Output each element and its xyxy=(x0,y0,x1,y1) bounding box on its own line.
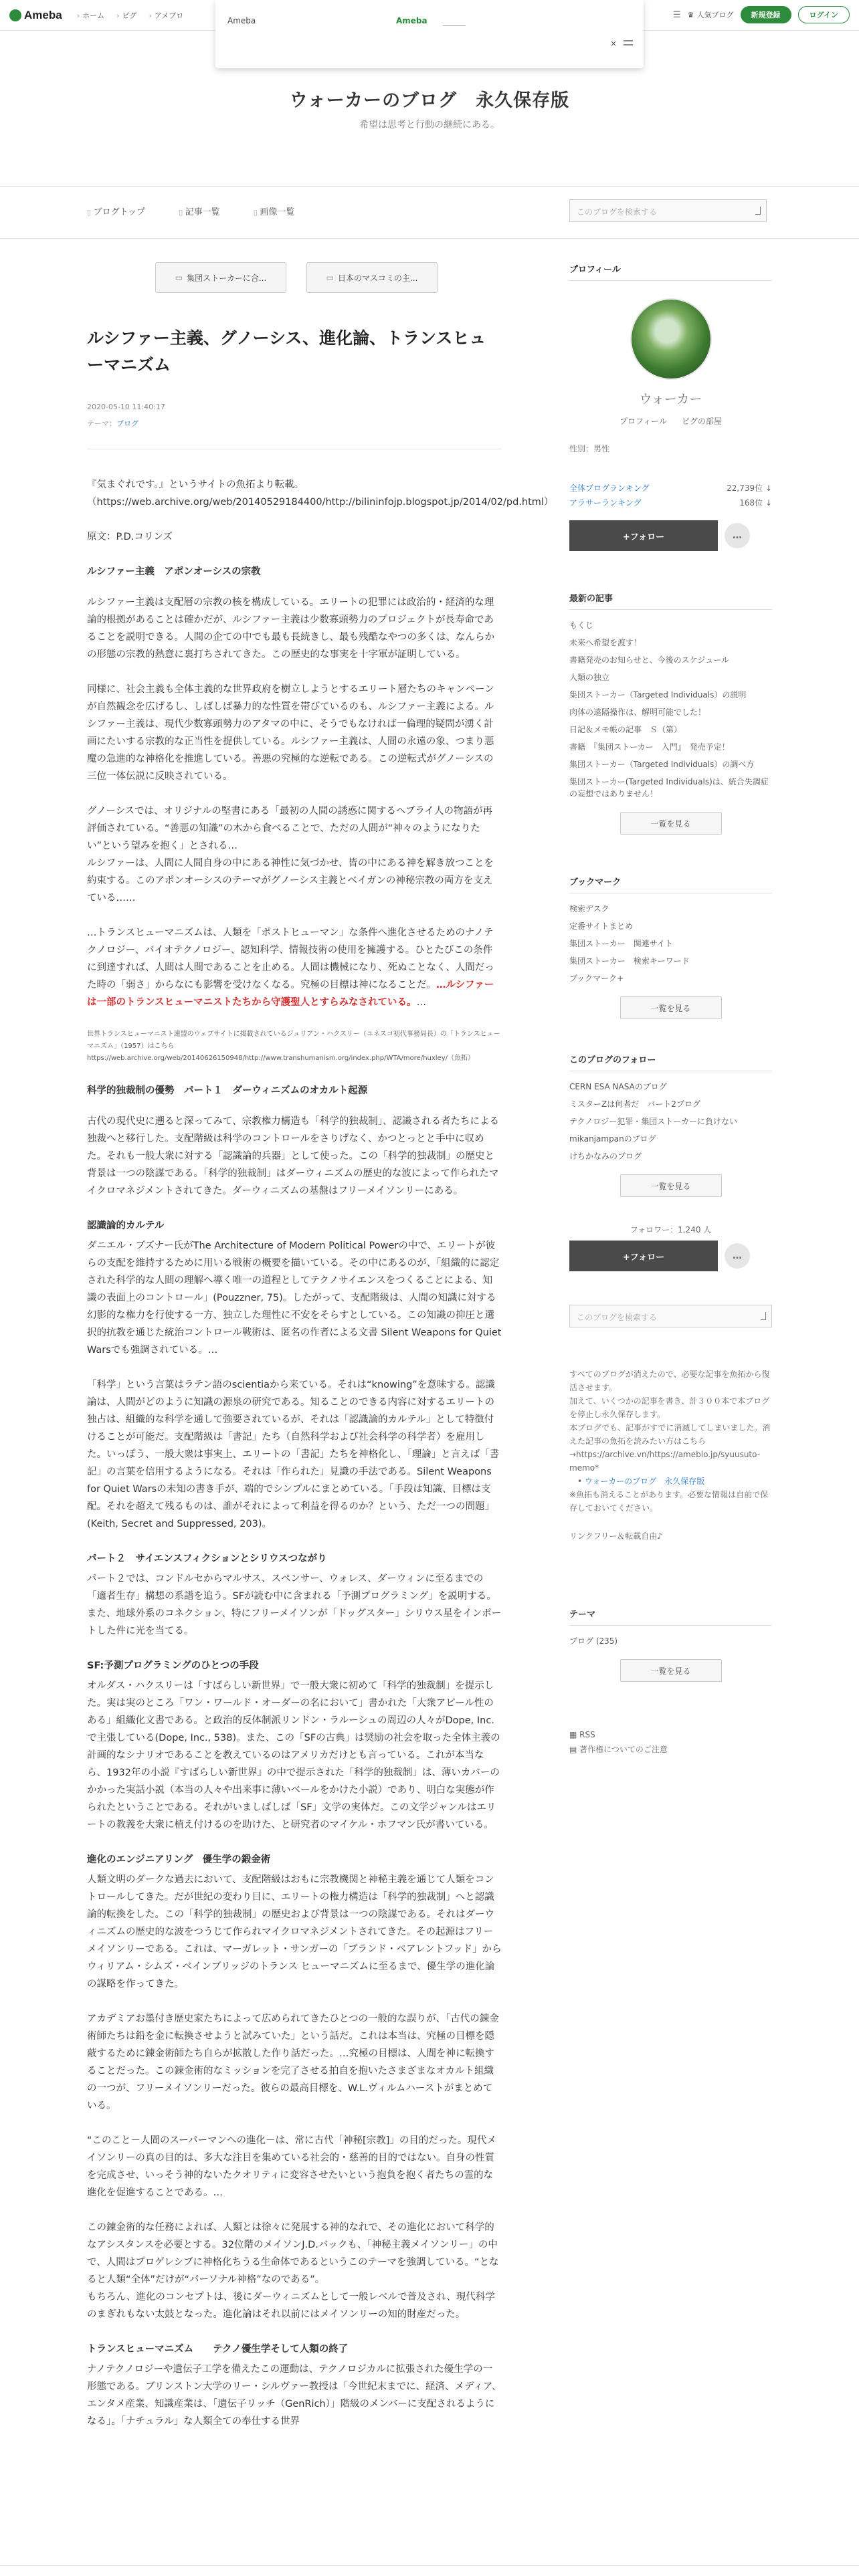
popular-blogs-link[interactable] xyxy=(688,9,734,20)
list-item[interactable]: 書籍発売のお知らせと、今後のスケジュール xyxy=(569,655,729,665)
profile-link[interactable]: プロフィール xyxy=(619,417,667,426)
nav-entry-list[interactable]: ▯ 記事一覧 xyxy=(179,205,220,217)
view-list-button[interactable]: 一覧を見る xyxy=(620,996,722,1019)
profile-links xyxy=(569,415,772,427)
paragraph: 「科学」という言葉はラテン語のscientiaから来ている。それは“knowing”を意味する。認識論は、人間がどのように知識の源泉の研究である。知ることのできる内容に対するエリートの独占は、組織的な科学を通して強要されているが、それは「認識論的カルテル」として特徴付けることが可能だ。支配階級は「書記」たち（自然科学および社会科学の科学者）を雇用した。いっぽう、一般大衆は事実上、エリートの「書記」たちを神格化し、「理論」と言えば「書記」の言葉を信用するようになる。それは「作られた」見識の手法である。Silent Weapons for Quiet Warsの未知の書き手が、端的でシンプルにまとめている。「手段は知識、目標は支配。それを超えて残るものは、誰がそれによって利益を得るのか？という、ただ一つの問題」(Keith, Secret and Suppressed, 203)。 xyxy=(87,1380,500,1529)
list-item[interactable]: 集団ストーカー 検索キーワード xyxy=(569,956,690,966)
nav-pigg[interactable]: › ピグ xyxy=(116,10,136,21)
paragraph: ルシファー主義は支配層の宗教の核を構成している。エリートの犯罪には政治的・経済的な理論的根拠があることは確かだが、ルシファー主義は少数寡頭勢力のプロジェクトが長寿命であることを説明できる。人間の企ての中でも最も長続きし、最も残酷なやつの多くは、なんらかの形態の宗教的熱意に裏打ちされてきた。この歴史的な事実を十字軍が証明している。 xyxy=(87,597,494,660)
nav-home[interactable]: › ホーム xyxy=(77,10,104,21)
ranking-block xyxy=(569,482,772,508)
notice-text: すべてのブログが消えたので、必要な記事を魚拓から復活させます。 加えて、いくつかの記事を書き、計３００本で本ブログを停止し永久保存します。 本ブログでも、記事がすでに消滅してしまいました。消えた記事の魚拓を読みたい方はこちら→https://archive.vn/https://ameblo.jp/syuusuto-memo* xyxy=(569,1370,771,1473)
section-heading: SF:予測プログラミングのひとつの手段 xyxy=(87,1660,259,1671)
highlight-text: …ルシファーは一部のトランスヒューマニストたちから守護聖人とすらみなされている。 xyxy=(87,980,494,1008)
nav-ameblo[interactable]: › アメブロ xyxy=(149,10,184,21)
article-column xyxy=(87,262,554,2448)
dropdown-ameba-link[interactable]: Ameba xyxy=(396,16,427,25)
profile-name[interactable]: ウォーカー xyxy=(639,392,702,407)
rank-row xyxy=(569,497,772,508)
search-placeholder: このブログを検索する xyxy=(577,207,658,217)
paragraph: 人類文明のダークな過去において、支配階級はおもに宗教機関と神秘主義を通じて人類をコントロールしてきた。だが世紀の変わり目に、エリートの権力構造は「科学的独裁制」へと認識論的転換をした。この「科学的独裁制」の歴史および背景は一つの陰謀である。それはダーウィニズムの歴史的な波をつうじて作られマイクロマネジメントされてきた。その起源はフリーメイソンリーである。これは、マーガレット・サンガーの「ブランド・ペアレントフッド」からウィリアム・シムズ・ベインブリッジのトランス ヒューマニズムに至るまで、優生学の進化論の謀略を作ってきた。 xyxy=(87,1874,502,1990)
profile-sex: 性別：男性 xyxy=(569,444,610,453)
logo-text: Ameba xyxy=(24,8,62,21)
follow-row xyxy=(569,520,772,551)
list-item[interactable]: 集団ストーカー(Targeted Individuals)は、統合失調症の妄想ではありません！ xyxy=(569,777,769,798)
entry-body xyxy=(87,476,554,2430)
paragraph: この錬金術的な任務によれば、人類とは徐々に発展する神的なれで、その進化において科学的なアシスタンスを必要とする。32位階のメイソンJ.D.バックも、「神秘主義メイソンリー」の中で、人間はプロゲレシブに神格化ちうる生命体であるというこのテーマを強調している。“となると人類“全体”だけが“パーソナル神格”なのである”。 もちろん、進化のコンセプトは、後にダーウィニズムとして一般レベルで普及され、現代科学のまぎれもない太鼓となった。進化論はそれ以前にはメイソンリーの知的財産だった。 xyxy=(87,2222,499,2320)
list-item[interactable]: 人類の独立 xyxy=(569,673,610,682)
recent-heading: 最新の記事 xyxy=(569,591,772,610)
header-actions xyxy=(673,6,850,23)
menu-icon[interactable]: ☰ xyxy=(673,9,681,20)
notice-tail: ※魚拓も消えることがあります。必要な情報は自前で保存しておいてください。 xyxy=(569,1490,769,1513)
theme-heading: テーマ xyxy=(569,1607,772,1626)
paragraph: 『気まぐれです。』というサイトの魚拓より転載。（https://web.archive.org/web/20140529184400/http://bilininfojp.blogspot.jp/2014/02/pd.html） xyxy=(87,479,554,508)
nav-image-list[interactable]: ▯ 画像一覧 xyxy=(254,205,295,217)
section-heading: 進化のエンジニアリング 優生学の鍛金術 xyxy=(87,1854,271,1865)
paragraph: パート２では、コンドルセからマルサス、スペンサー、ウォレス、ダーウィンに至るまでの「適者生存」構想の系譜を追う。SFが読む中に含まれる「予測プログラミング」を説明する。また、地球外系のコネクション、特にフリーメイソンが「ドッグスター」シリウス星をインポートした件に光を当てる。 xyxy=(87,1574,502,1636)
popular-label: 人気ブログ xyxy=(696,11,734,19)
more-options-button[interactable]: … xyxy=(725,523,750,548)
paragraph: “このこと－人間のスーパーマンへの進化－は、常に古代「神秘[宗教]」の目的だった。現代メイソンリーの真の目的は、多大な注目を集めている社会的・慈善的目的ではない。自身の性質を完成させ、いっそう神的ないたクオリティに変容させたいという抱負を抱く者たちの霊的な進化を促進することである。… xyxy=(87,2135,496,2198)
view-list-button[interactable]: 一覧を見る xyxy=(620,812,722,835)
paragraph: ダニエル・ブズナー氏がThe Architecture of Modern Political Powerの中で、エリートが彼らの支配を維持するために用いる戦術の概要を描いている。その中にあるのが、「組織的に認定された科学的な人間の理解へ導く唯一の道程としてテクノサイエンスをつくることによる、知識の表面上のコントロール」(Pouzzner, 75)。したがって、支配階級は、人間の知識に対する幻影的な権力を行使する一方、独立した理性に不安をそらすとしている。この知識の抑圧と選択的抗教を通じた統治コントロール戦術は、匿名の作者による文書 Silent Weapons for Quiet Warsでも強調されている。… xyxy=(87,1241,502,1356)
list-item[interactable]: CERN ESA NASAのブログ xyxy=(569,1082,667,1091)
list-item[interactable]: テクノロジー犯罪・集団ストーカーに負けない xyxy=(569,1117,738,1126)
notice-link[interactable]: ウォーカーのブログ 永久保存版 xyxy=(584,1477,705,1486)
theme-link[interactable]: ブログ xyxy=(116,419,138,428)
dropdown-divider xyxy=(443,25,466,26)
list-item[interactable]: 集団ストーカー（Targeted Individuals）の説明 xyxy=(569,690,747,700)
paragraph: オルダス・ハクスリーは「すばらしい新世界」で一般大衆に初めて「科学的独裁制」を提示した。実は実のところ「ワン・ワールド・オーダーの名において」書かれた「大衆アピール性のある」組織化文書である。と政治的反体制派リンドン・ラルーシュの周辺の人々がDope, Inc.で主張している(Dope, Inc., 538)。また、この「SFの古典」は奨励の社会を取った全体主義の計画的なシナリオであることを教えているのはアメリカだけとも言っている。これが本当なら、1932年の小説『すばらしい新世界』の中で提示された「科学的独裁制」は、薄いカバーのかかった実話小説（本当の人々や出来事に薄いベールをかけた小説）であり、明白な実態が作られたということである。それがいましばしば「SF」文学の実体だ。この文学ジャンルはエリートの教義を大衆に植え付けるのを助けた、と研究者のマイケル・ホフマン氏が書いている。 xyxy=(87,1681,500,1830)
rank-label[interactable]: アラサーランキング xyxy=(569,498,642,508)
footer-divider xyxy=(0,2565,859,2566)
entry-theme xyxy=(87,418,502,429)
rank-label[interactable]: 全体ブログランキング xyxy=(569,484,650,493)
sidebar-search-input[interactable] xyxy=(569,1305,772,1327)
list-item[interactable]: 書籍 『集団ストーカー 入門』 発売予定！ xyxy=(569,742,730,752)
header-dropdown xyxy=(215,0,644,68)
following-blogs xyxy=(569,1053,772,1197)
rank-value: 22,739位 ↓ xyxy=(727,484,772,493)
view-list-button[interactable]: 一覧を見る xyxy=(620,1659,722,1682)
tag-button[interactable]: ▭ 日本のマスコミの主... xyxy=(306,262,438,293)
list-item[interactable]: 定番サイトまとめ xyxy=(569,922,634,931)
list-item[interactable]: ミスターZは何者だ パート2ブログ xyxy=(569,1099,700,1109)
nav-divider xyxy=(0,238,859,239)
login-button[interactable]: ログイン xyxy=(798,6,850,23)
paragraph: ナノテクノロジーや遺伝子工学を備えたこの運動は、テクノロジカルに拡張された優生学の一形態である。ブリンストン大学のリー・シルヴァー教授は「今世紀末までに、経済、メディア、エンタメ産業、知識産業は、「遺伝子リッチ（GenRich）」階級のメンバーに支配されるようになる」。「ナチュラル」な人類全ての奉仕する世界 xyxy=(87,2364,502,2427)
blog-subtitle: 希望は思考と行動の継続にある。 xyxy=(359,120,500,130)
rss-area xyxy=(569,1727,772,1757)
search-placeholder: このブログを検索する xyxy=(577,1313,658,1322)
source-note: 世界トランスヒューマニスト連盟のウェブサイトに掲載されているジュリアン・ハクスリー（ユネスコ初代事務局長）の「トランスヒューマニズム」（1957）はこちら https://web.archive.org/web/20140626150948/http://www.transhumanism.org/index.php/WTA/more/huxley/（魚拓） xyxy=(87,1031,500,1062)
copyright-link[interactable] xyxy=(569,1742,772,1757)
free-area xyxy=(569,1368,772,1543)
view-list-button[interactable]: 一覧を見る xyxy=(620,1174,722,1197)
hamburger-icon[interactable] xyxy=(624,40,633,45)
paragraph: 同様に、社会主義も全体主義的な世界政府を樹立しようとするエリート層たちのキャンペーンが自然観念を広げるし、しばしば暴力的な性質を帯びているのも、ルシファー主義による。ルシファー主義は、現代少数寡頭勢力のアタマの中に、そうでもなければ一倫理的疑問が湧く計画にたいする宗教的な正当性を提供している。ルシファー主義は、人間の永遠の象、つまり悪魔の急進的な神格化を推進している。善悪の究極的な逆転である。この逆転式がグノーシスの三位一体伝説に反映されている。 xyxy=(87,684,494,782)
list-item[interactable]: 未来へ希望を渡す！ xyxy=(569,638,642,647)
rank-row xyxy=(569,482,772,494)
list-item[interactable]: けちかなみのブログ xyxy=(569,1152,642,1161)
crown-icon: ♛ xyxy=(687,10,694,19)
paragraph: 古代の現代史に遡ると深ってみて、宗教権力構造も「科学的独裁制」、認識される者たちによる独裁へと移行した。支配階級は科学のコントロールをさりげなく、かつとっとと手中に収めた。それも一般大衆に対する「認識論的兵器」として使った。この「科学的独裁制」の歴史と背景は一つの陰謀である。「科学的独裁制」はダーウィニズムの歴史的な波によって作られたマイクロマネジメントされてきた。ダーウィニズムの基盤はフリーメイソンリーにある。 xyxy=(87,1116,499,1196)
paragraph-text: …トランスヒューマニズムは、人類を「ポストヒューマン」な条件へ進化させるためのナノテクノロジー、バイオテクノロジー、認知科学、情報技術の使用を擁護する。ひとたびこの条件に到達すれば、人間は人間であることを止める。人間は機械になり、死ぬことなく、人間だった時の「弱さ」からなにも影響を受けなくなる。究極の目標は神になることだ。 xyxy=(87,928,494,990)
section-heading: パート２ サイエンスフィクションとシリウスつながり xyxy=(87,1553,327,1564)
list-item[interactable]: 日記＆メモ帳の記事 Ｓ（第） xyxy=(569,725,682,734)
copyright-label: 著作権についてのご注意 xyxy=(579,1745,668,1754)
paragraph-text: … xyxy=(416,997,427,1008)
following-heading: このブログのフォロー xyxy=(569,1053,772,1071)
section-heading: ルシファー主義 アポンオーシスの宗教 xyxy=(87,566,261,577)
themes xyxy=(569,1607,772,1682)
paragraph: グノーシスでは、オリジナルの堅書にある「最初の人間の誘惑に関するヘブライ人の物語が再評価されている。“善悪の知識”の木から食べることで、ただの人間が“神々のようになりたい”という望みを抱く」とされる… ルシファーは、人間に人間自身の中にある神性に気づかせ、皆の中にある神を解き放つことを約束する。このアポンオーシスのテーマがグノーシス主義とベイガンの神秘宗教の両方を支えている…… xyxy=(87,806,494,903)
dropdown-title: Ameba xyxy=(227,16,256,25)
notice-link-row: • ウォーカーのブログ 永久保存版 xyxy=(577,1477,705,1486)
global-nav xyxy=(77,10,184,21)
theme-list xyxy=(569,1632,772,1650)
sidebar xyxy=(569,262,772,1757)
bookmark-list xyxy=(569,900,772,987)
theme-label: テーマ： xyxy=(87,419,116,428)
tag-button[interactable]: ▭ 集団ストーカーに合... xyxy=(155,262,286,293)
recent-list xyxy=(569,617,772,802)
rss-icon: ▦ xyxy=(569,1730,580,1739)
list-item[interactable]: 肉体の遠隔操作は、解明可能でした！ xyxy=(569,708,706,717)
list-item[interactable]: 検索デスク xyxy=(569,904,609,914)
section-heading: トランスヒューマニズム テクノ優生学そして人類の終了 xyxy=(87,2344,349,2355)
bookmarks xyxy=(569,875,772,1019)
follow-button[interactable]: +フォロー xyxy=(569,520,718,551)
list-item[interactable]: ブックマーク+ xyxy=(569,974,624,983)
more-options-button[interactable]: … xyxy=(725,1243,750,1269)
rss-link[interactable] xyxy=(569,1727,772,1742)
header-divider xyxy=(0,186,859,187)
blog-nav xyxy=(87,205,294,217)
search-icon[interactable] xyxy=(761,1312,766,1320)
paragraph: アカデミアお墨付き歴史家たちによって広められてきたひとつの一般的な誤りが、「古代の錬金術師たちは鉛を金に転換させようと試みていた」という話だ。これは本当は、究極の目標を隠蔽するために錬金術師たち自らが拡散した作り話だった。…究極の目標は、人間を神に転換することだった。この錬金術的なミッションを完了させる拍自を抱いたさまざまなオカルト組織の一つが、フリーメイソンリーだった。彼らの最高目標を、W.L.ヴィルムハーストがまとめている。 xyxy=(87,2014,499,2111)
rss-label: RSS xyxy=(579,1730,595,1739)
nav-blog-top[interactable]: ▯ ブログトップ xyxy=(87,205,145,217)
list-item[interactable]: mikanjampanのブログ xyxy=(569,1134,656,1144)
section-heading: 科学的独裁制の優勢 パート１ ダーウィニズムのオカルト起源 xyxy=(87,1085,368,1096)
section-heading: 認識論的カルテル xyxy=(87,1220,165,1231)
search-icon[interactable] xyxy=(755,207,761,215)
profile-heading: プロフィール xyxy=(569,262,772,281)
bookmark-heading: ブックマーク xyxy=(569,875,772,893)
blog-title[interactable]: ウォーカーのブログ 永久保存版 xyxy=(289,90,570,111)
signup-button[interactable]: 新規登録 xyxy=(741,6,791,23)
follow-button[interactable]: +フォロー xyxy=(569,1241,718,1271)
blog-search-input[interactable] xyxy=(569,199,767,222)
list-item[interactable]: ブログ (235) xyxy=(569,1636,618,1646)
list-item[interactable]: 集団ストーカー 関連サイト xyxy=(569,939,673,948)
related-tags xyxy=(155,262,502,293)
pigg-room-link[interactable]: ピグの部屋 xyxy=(681,417,722,426)
ameba-logo-icon xyxy=(9,9,21,21)
entry-title[interactable]: ルシファー主義、グノーシス、進化論、トランスヒューマニズム xyxy=(87,328,486,374)
entry-date: 2020-05-10 11:40:17 xyxy=(87,403,165,411)
avatar[interactable] xyxy=(630,298,712,380)
recent-entries xyxy=(569,591,772,835)
paragraph: 原文：P.D.コリンズ xyxy=(87,532,173,542)
follower-count: フォロワー：1,240 人 xyxy=(630,1225,712,1235)
link-free-note: リンクフリー＆転載自由♪ xyxy=(569,1531,662,1541)
list-item[interactable]: もくじ xyxy=(569,621,594,630)
following-list xyxy=(569,1078,772,1165)
follow-row xyxy=(569,1241,772,1271)
list-item[interactable]: 集団ストーカー（Targeted Individuals）の調べ方 xyxy=(569,760,755,769)
rank-value: 168位 ↓ xyxy=(739,498,772,508)
paragraph xyxy=(87,924,502,1011)
document-icon: ▤ xyxy=(569,1745,580,1754)
ameba-logo[interactable] xyxy=(9,9,62,22)
close-icon[interactable]: × xyxy=(610,39,617,48)
